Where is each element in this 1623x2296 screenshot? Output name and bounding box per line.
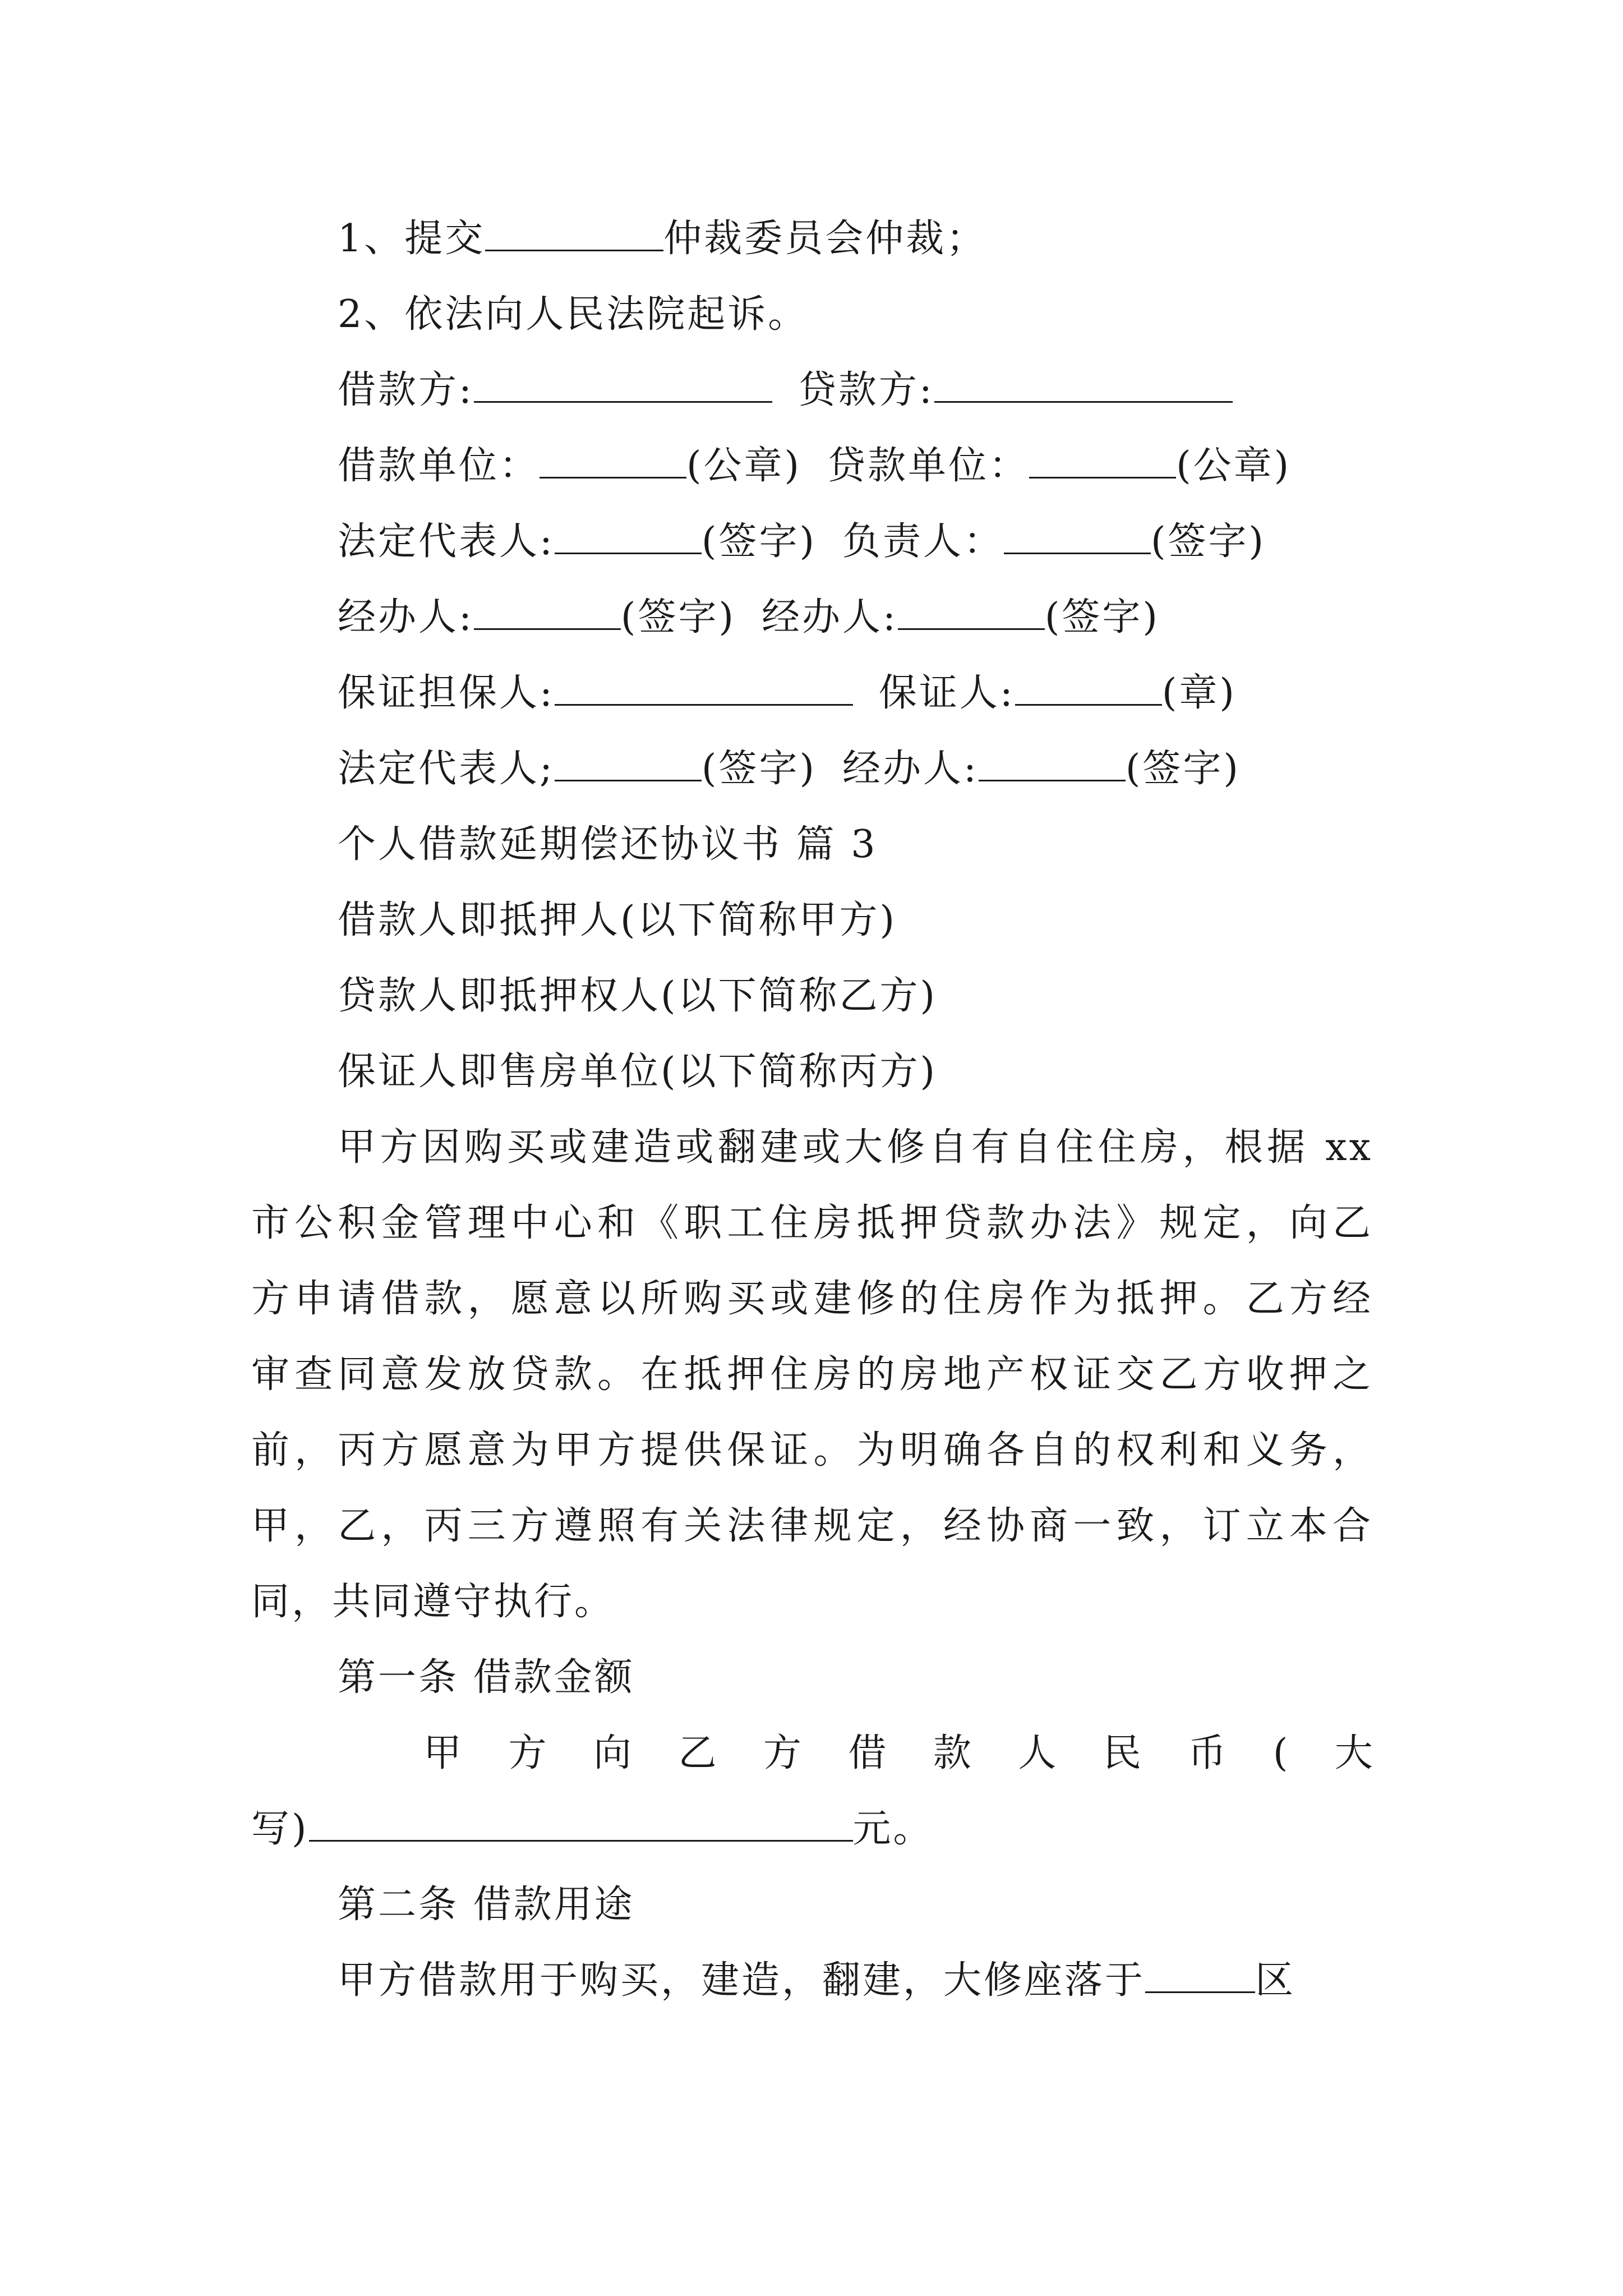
article-1-spaced-line bbox=[423, 1731, 1373, 1775]
article-2-title: 第二条 借款用途 bbox=[338, 1883, 635, 1927]
guarantor-legal-rep-blank bbox=[555, 751, 702, 781]
amount-blank bbox=[309, 1811, 853, 1842]
legal-rep-sign: (签字) bbox=[701, 519, 817, 564]
spaced-char: 币 bbox=[1188, 1731, 1227, 1775]
lender-unit-blank bbox=[1029, 448, 1176, 478]
party-a-definition: 借款人即抵押人(以下简称甲方) bbox=[338, 898, 897, 942]
borrower-blank bbox=[474, 372, 772, 403]
guarantor-legal-rep-sign: (签字) bbox=[701, 747, 817, 791]
amount-prefix: 写) bbox=[251, 1807, 309, 1851]
spaced-char: 甲 bbox=[423, 1731, 462, 1775]
person-in-charge-sign: (签字) bbox=[1151, 519, 1266, 564]
blank-arbitration-committee bbox=[485, 220, 663, 251]
signature-row-units bbox=[338, 444, 1292, 488]
spaced-char: 民 bbox=[1103, 1731, 1141, 1775]
borrower-label: 借款方: bbox=[338, 368, 474, 412]
paragraph-line-1: 甲方因购买或建造或翻建或大修自有自住住房，根据 xx bbox=[338, 1125, 1373, 1170]
handler-sign-2: (签字) bbox=[1044, 595, 1160, 639]
signature-row-parties bbox=[338, 368, 1233, 412]
borrower-unit-seal: (公章) bbox=[686, 444, 802, 488]
handler-sign-1: (签字) bbox=[620, 595, 736, 639]
guarantor-blank bbox=[555, 675, 853, 706]
lender-blank bbox=[934, 372, 1233, 403]
party-b-definition: 贷款人即抵押权人(以下简称乙方) bbox=[338, 974, 938, 1018]
guarantee-person-label: 保证人: bbox=[878, 671, 1015, 715]
party-c-definition: 保证人即售房单位(以下简称丙方) bbox=[338, 1050, 938, 1094]
paragraph-line-7: 同，共同遵守执行。 bbox=[251, 1580, 615, 1624]
spaced-char: 大 bbox=[1334, 1731, 1373, 1775]
legal-rep-label: 法定代表人: bbox=[338, 519, 555, 564]
signature-row-guarantor-reps bbox=[338, 747, 1241, 791]
article-2-line bbox=[338, 1958, 1373, 2003]
lender-label: 贷款方: bbox=[797, 368, 934, 412]
article-2-text: 甲方借款用于购买，建造，翻建，大修座落于 bbox=[338, 1958, 1146, 2003]
spaced-char: 乙 bbox=[678, 1731, 717, 1775]
article-2-suffix: 区 bbox=[1255, 1958, 1296, 2003]
guarantor-handler-blank bbox=[979, 751, 1126, 781]
clause-arbitration-suffix: 仲裁委员会仲裁； bbox=[663, 217, 987, 261]
paragraph-line-3: 方申请借款，愿意以所购买或建修的住房作为抵押。乙方经 bbox=[251, 1277, 1373, 1321]
handler-label-1: 经办人: bbox=[338, 595, 474, 639]
article-1-amount-line bbox=[251, 1807, 934, 1851]
handler-blank-1 bbox=[474, 599, 621, 630]
spaced-char: ( bbox=[1272, 1731, 1288, 1775]
spaced-char: 方 bbox=[763, 1731, 801, 1775]
person-in-charge-blank bbox=[1004, 523, 1151, 554]
location-blank bbox=[1145, 1962, 1255, 1993]
spaced-char: 向 bbox=[593, 1731, 631, 1775]
paragraph-line-6: 甲，乙，丙三方遵照有关法律规定，经协商一致，订立本合 bbox=[251, 1504, 1373, 1548]
signature-row-handlers bbox=[338, 595, 1160, 639]
amount-suffix: 元。 bbox=[852, 1807, 934, 1851]
guarantor-label: 保证担保人: bbox=[338, 671, 555, 715]
person-in-charge-label: 负责人： bbox=[842, 519, 1004, 564]
guarantor-handler-sign: (签字) bbox=[1125, 747, 1241, 791]
signature-row-guarantors bbox=[338, 671, 1237, 715]
handler-label-2: 经办人: bbox=[761, 595, 898, 639]
spaced-char: 人 bbox=[1018, 1731, 1057, 1775]
borrower-unit-blank bbox=[540, 448, 686, 478]
article-1-title: 第一条 借款金额 bbox=[338, 1655, 635, 1700]
paragraph-line-4: 审查同意发放贷款。在抵押住房的房地产权证交乙方收押之 bbox=[251, 1352, 1373, 1397]
paragraph-line-5: 前，丙方愿意为甲方提供保证。为明确各自的权利和义务， bbox=[251, 1428, 1373, 1473]
guarantor-handler-label: 经办人: bbox=[842, 747, 979, 791]
clause-lawsuit: 2、依法向人民法院起诉。 bbox=[338, 292, 809, 337]
spaced-char: 款 bbox=[933, 1731, 971, 1775]
lender-unit-label: 贷款单位： bbox=[827, 444, 1030, 488]
guarantee-person-seal: (章) bbox=[1161, 671, 1237, 715]
guarantor-legal-rep-label: 法定代表人; bbox=[338, 747, 555, 791]
clause-arbitration-prefix: 1、提交 bbox=[338, 217, 486, 261]
guarantee-person-blank bbox=[1015, 675, 1162, 706]
handler-blank-2 bbox=[898, 599, 1045, 630]
paragraph-line-2: 市公积金管理中心和《职工住房抵押贷款办法》规定，向乙 bbox=[251, 1201, 1373, 1245]
borrower-unit-label: 借款单位： bbox=[338, 444, 540, 488]
spaced-char: 借 bbox=[848, 1731, 887, 1775]
legal-rep-blank bbox=[555, 523, 702, 554]
section-heading: 个人借款延期偿还协议书 篇 3 bbox=[338, 822, 878, 867]
signature-row-representatives bbox=[338, 519, 1266, 564]
spaced-char: 方 bbox=[508, 1731, 547, 1775]
lender-unit-seal: (公章) bbox=[1176, 444, 1292, 488]
clause-arbitration bbox=[338, 217, 987, 261]
